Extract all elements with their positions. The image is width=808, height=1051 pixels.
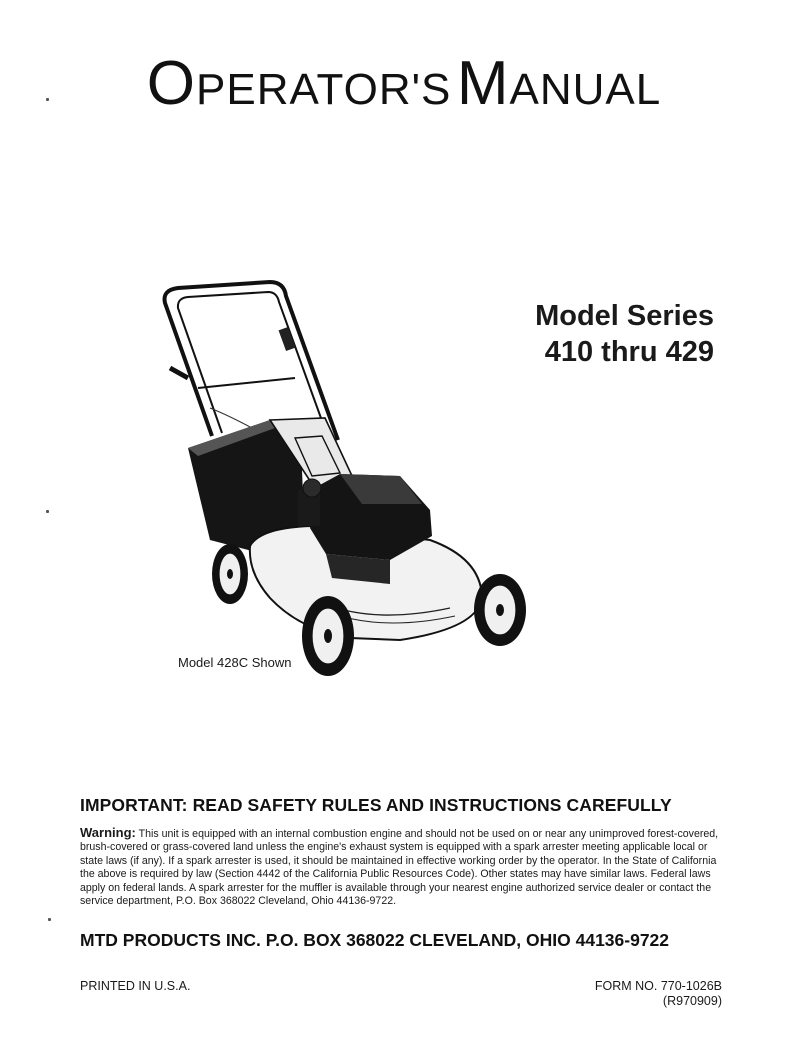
title-initial-m: M [456, 49, 510, 118]
warning-text: This unit is equipped with an internal combustion engine and should not be used on or near any unimproved forest-covered, brush-covered or grass-covered land unless the engine's exhaust system is equipped with a spark arrester meeting applicable local or state laws (if any). If a spark arrester is used, it should be maintained in effective working order by the operator. In the State of California the above is required by law (Section 4442 of the California Public Resources Code). Other states may have similar laws. Federal laws apply on federal lands. A spark arrester for the muffler is available through your nearest engine authorized service dealer or contact the service department, P.O. Box 368022 Cleveland, Ohio 44136-9722. [80, 828, 719, 908]
scan-speck [46, 510, 49, 513]
printed-in: PRINTED IN U.S.A. [80, 979, 191, 993]
title-word-operators: PERATOR'S [196, 65, 452, 114]
form-number: FORM NO. 770-1026B [594, 979, 722, 993]
title-initial-o: O [146, 49, 196, 118]
warning-label: Warning: [80, 825, 136, 840]
important-heading: IMPORTANT: READ SAFETY RULES AND INSTRUCTIONS CAREFULLY [80, 795, 672, 815]
model-series-label: Model Series [535, 300, 714, 332]
revision-code: (R970909) [662, 994, 722, 1008]
form-number-block [595, 979, 722, 1009]
title-word-manual: ANUAL [509, 65, 662, 114]
warning-paragraph [80, 826, 720, 908]
company-address: MTD PRODUCTS INC. P.O. BOX 368022 CLEVELAND, OHIO 44136-9722 [80, 930, 670, 950]
scan-speck [46, 98, 49, 101]
model-series-range: 410 thru 429 [544, 336, 714, 368]
lawn-mower-illustration [150, 278, 540, 688]
manual-title [0, 48, 808, 119]
scan-speck [48, 918, 51, 921]
model-series-block [535, 298, 714, 370]
model-caption: Model 428C Shown [178, 655, 292, 670]
